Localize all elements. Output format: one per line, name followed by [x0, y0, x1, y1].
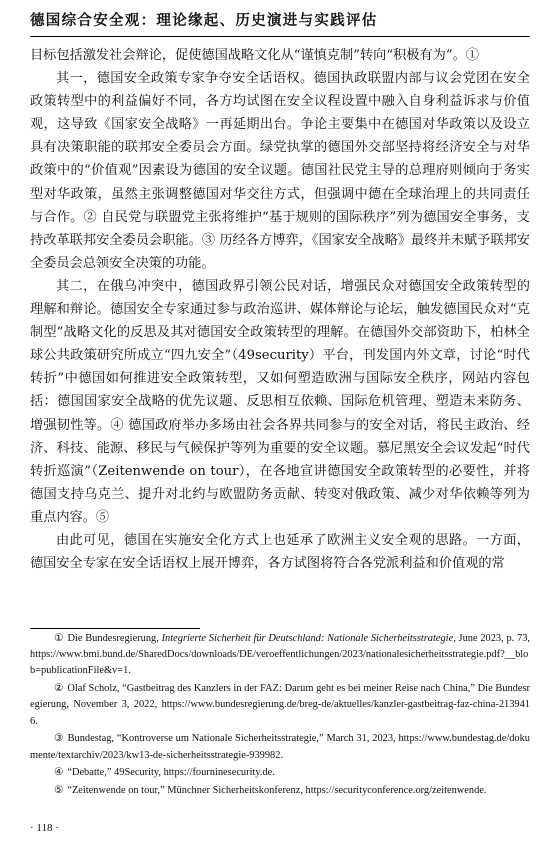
footnote — [30, 731, 530, 763]
paragraph: 其一，德国安全政策专家争夺安全话语权。德国执政联盟内部与议会党团在安全政策转型中的利益偏好不同，各方均试图在安全议程设置中融入自身利益诉求与价值观，这导致《国家安全战略》一再延期出台。争论主要集中在德国对华政策以及设立具有决策职能的联邦安全委员会方面。绿党执掌的德国外交部坚持将经济安全与对华政策中的“价值观”因素设为德国的安全议题。德国社民党主导的总理府则倾向于务实型对华政策，虽然主张调整德国对华交往方式，但强调中德在全球治理上的共同责任与合作。② 自民党与联盟党主张将维护“基于规则的国际秩序”列为德国安全事务，支持改革联邦安全委员会职能。③ 历经各方博弈，《国家安全战略》最终并未赋予联邦安全委员会总领安全决策的功能。 — [30, 71, 530, 271]
footnote-mark: ④ — [54, 767, 64, 779]
footnote-text: , June 2023, p. 73, https://www.bmi.bund.de/SharedDocs/downloads/DE/veroeffentlichungen/2023/nationalesicherheitsstrategie.pdf?__blob=publicationFile&v=1. — [30, 633, 531, 677]
footnote-mark: ② — [54, 683, 64, 695]
footnote-text: Olaf Scholz, “Gastbeitrag des Kanzlers in der FAZ: Darum geht es bei meiner Reise nach China,” Die Bundesregierung, November 3, 2022, https://www.bundesregierung.de/breg-de/aktuelles/kanzler-gastbeitrag-faz-china-2139416. — [30, 683, 530, 727]
paragraph: 由此可见，德国在实施安全化方式上也延承了欧洲主义安全观的思路。一方面，德国安全专家在安全话语权上展开博弈，各方试图将符合各党派利益和价值观的常 — [30, 532, 530, 572]
paragraph: 目标包括激发社会辩论，促使德国战略文化从“谨慎克制”转向“积极有为”。① — [30, 48, 479, 63]
footnotes — [30, 631, 530, 801]
footnote-title: Integrierte Sicherheit für Deutschland: Nationale Sicherheitsstrategie — [161, 633, 454, 644]
footnote — [30, 765, 530, 781]
paragraph: 其二，在俄乌冲突中，德国政界引领公民对话，增强民众对德国安全政策转型的理解和辩论。德国安全专家通过参与政治巡讲、媒体辩论与论坛，触发德国民众对“克制型”战略文化的反思及其对德国安全政策转型的理解。在德国外交部资助下，柏林全球公共政策研究所成立“四九安全”（49security）平台，刊发国内外文章，讨论“时代转折”中德国如何推进安全政策转型，又如何塑造欧洲与国际安全秩序，网站内容包括：德国国家安全战略的优先议题、反思相互依赖、国际危机管理、塑造未来防务、增强韧性等。④ 德国政府举办多场由社会各界共同参与的安全对话，将民主政治、经济、科技、能源、移民与气候保护等列为重要的安全议题。慕尼黑安全会议发起“时代转折巡演”（Zeitenwende on tour），在各地宣讲德国安全政策转型的必要性，并将德国支持乌克兰、提升对北约与欧盟防务贡献、转变对俄政策、减少对华依赖等列为重点内容。⑤ — [30, 278, 530, 525]
main-text — [30, 44, 530, 575]
page-number: · 118 · — [30, 822, 59, 834]
footnote-rule — [30, 628, 200, 629]
footnote — [30, 681, 530, 730]
footnote-mark: ⑤ — [54, 785, 64, 797]
footnote — [30, 631, 530, 680]
footnote-text: Die Bundesregierung, — [67, 633, 162, 644]
footnote-text: “Zeitenwende on tour,” Münchner Sicherheitskonferenz, https://securityconference.org/zeitenwende. — [67, 785, 487, 797]
footnote-text: Bundestag, “Kontroverse um Nationale Sicherheitsstrategie,” March 31, 2023, https://www.bundestag.de/dokumente/textarchiv/2023/kw13-de-sicherheitsstrategie-939982. — [30, 733, 530, 761]
footnote-mark: ① — [54, 633, 64, 644]
footnote-text: “Debatte,” 49Security, https://fourninesecurity.de. — [67, 767, 275, 779]
footnote — [30, 783, 530, 799]
footnote-mark: ③ — [54, 733, 64, 745]
header-rule — [30, 36, 530, 37]
running-header: 德国综合安全观：理论缘起、历史演进与实践评估 — [30, 12, 378, 29]
